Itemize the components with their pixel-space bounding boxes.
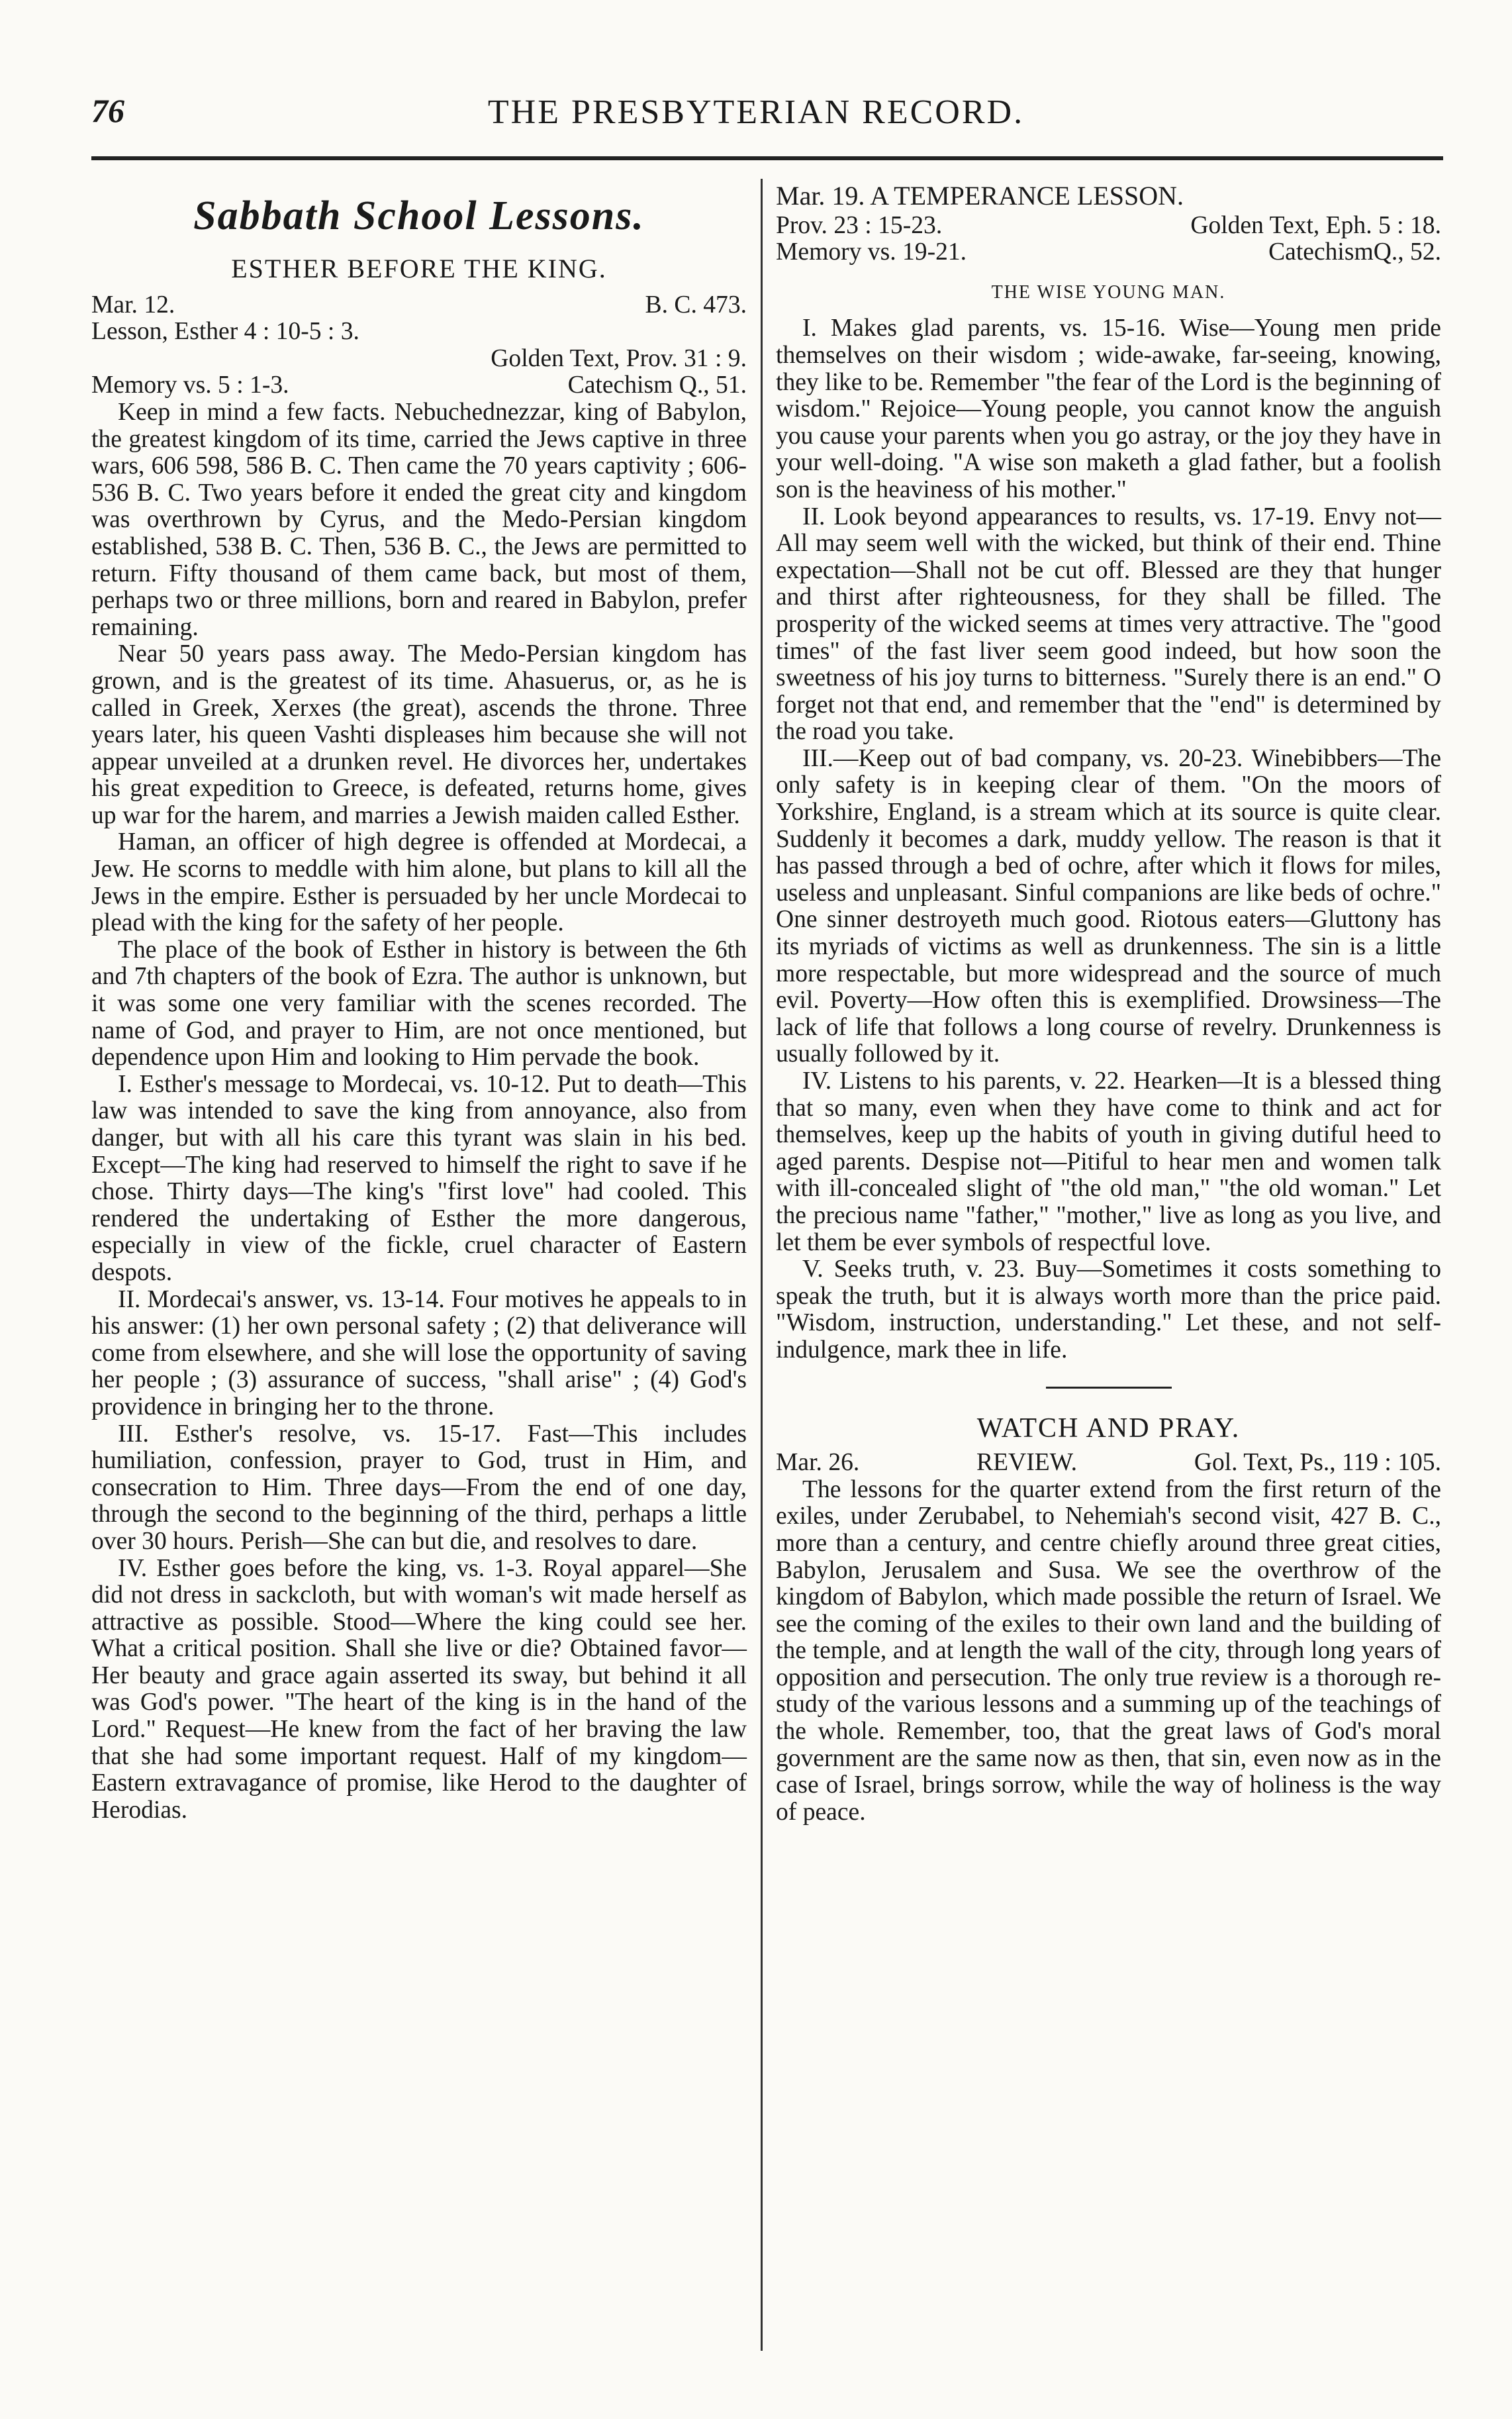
memory-verses: Memory vs. 5 : 1-3.: [91, 371, 289, 399]
golden-text: Golden Text, Prov. 31 : 9.: [491, 344, 747, 372]
paragraph: II. Mordecai's answer, vs. 13-14. Four motives he appeals to in his answer: (1) her own personal safety ; (2) that deliverance will come from elsewhere, and she will lose the opportunity of saving her people ; (3) assurance of success, "shall arise" ; (4) God's providence in bringing her to the throne.: [91, 1285, 747, 1420]
paragraph: The place of the book of Esther in history is between the 6th and 7th chapters of the book of Ezra. The author is unknown, but it was some one very familiar with the scenes recorded. The name of God, and prayer to Him, are not once mentioned, but dependence upon Him and looking to Him pervade the book.: [91, 936, 747, 1071]
paragraph: The lessons for the quarter extend from the first return of the exiles, under Zerubabel, to Nehemiah's second visit, 427 B. C., more than a century, and centre chiefly around three great cities, Babylon, Jerusalem and Susa. We see the overthrow of the kingdom of Babylon, which made possible the return of Israel. We see the coming of the exiles to their own land and the building of the temple, and at length the wall of the city, through long years of opposition and persecution. The only true review is a thorough re-study of the various lessons and a summing up of the teachings of the whole. Remember, too, that the great laws of God's moral government are the same now as then, that sin, even now as in the case of Israel, brings sorrow, while the way of holiness is the way of peace.: [776, 1475, 1441, 1826]
review-golden-text: Gol. Text, Ps., 119 : 105.: [1194, 1449, 1441, 1477]
review-date: Mar. 26.: [776, 1449, 860, 1477]
lesson-meta-row-2: [776, 239, 1441, 266]
review-title: REVIEW.: [976, 1449, 1078, 1477]
memory-verses: Memory vs. 19-21.: [776, 238, 967, 266]
section-title: WATCH AND PRAY.: [976, 1412, 1241, 1444]
lesson-meta-row-1: [91, 292, 747, 319]
paragraph: III.—Keep out of bad company, vs. 20-23. Winebibbers—The only safety is in keeping clear of them. "On the moors of Yorkshire, England, is a stream which at its source is quite clear. Suddenly it becomes a dark, muddy yellow. The reason is that it has passed through a bed of ochre, after which it flows for miles, useless and unpleasant. Sinful companions are like beds of ochre." One sinner destroyeth much good. Riotous eaters—Gluttony has its myriads of victims as well as drunkenness. The sin is a little more respectable, but more widespread and the source of much evil. Poverty—How often this is exemplified. Drowsiness—The lack of life that follows a long course of revelry. Drunkenness is usually followed by it.: [776, 744, 1441, 1068]
right-column: [776, 183, 1441, 1826]
section-heading: Sabbath School Lessons.: [193, 193, 645, 238]
running-head: THE PRESBYTERIAN RECORD.: [487, 93, 1025, 131]
lesson-title: Mar. 19. A TEMPERANCE LESSON.: [776, 181, 1184, 211]
lesson-meta-row-1: [776, 213, 1441, 240]
column-divider: [761, 179, 763, 2351]
page-number: 76: [91, 92, 124, 129]
lesson-subheading: ESTHER BEFORE THE KING.: [231, 254, 607, 283]
left-column: [91, 183, 747, 1824]
paragraph: Keep in mind a few facts. Nebuchednezzar, king of Babylon, the greatest kingdom of its time, carried the Jews captive in three wars, 606 598, 586 B. C. Then came the 70 years captivity ; 606-536 B. C. Two years before it ended the great city and kingdom was overthrown by Cyrus, and the Medo-Persian kingdom established, 538 B. C. Then, 536 B. C., the Jews are permitted to return. Fifty thousand of them came back, but most of them, perhaps two or three millions, born and reared in Babylon, prefer remaining.: [91, 398, 747, 641]
paragraph: Near 50 years pass away. The Medo-Persian kingdom has grown, and is the greatest of its time. Ahasuerus, or, as he is called in Greek, Xerxes (the great), ascends the throne. Three years later, his queen Vashti displeases him because she will not appear unveiled at a drunken revel. He divorces her, undertakes his great expedition to Greece, is defeated, returns home, gives up war for the harem, and marries a Jewish maiden called Esther.: [91, 640, 747, 829]
paragraph: I. Esther's message to Mordecai, vs. 10-12. Put to death—This law was intended to save the king from annoyance, also from danger, but with all his care this tyrant was slain in his bed. Except—The king had reserved to himself the right to save if he chose. Thirty days—The king's "first love" had cooled. This rendered the undertaking of Esther the more dangerous, especially in view of the fickle, cruel character of Eastern despots.: [91, 1070, 747, 1286]
paragraph: IV. Esther goes before the king, vs. 1-3. Royal apparel—She did not dress in sackcloth, but with woman's wit made herself as attractive as possible. Stood—Where the king could see her. What a critical position. Shall she live or die? Obtained favor—Her beauty and grace again asserted its sway, but behind it all was God's power. "The heart of the king is in the hand of the Lord." Request—He knew from the fact of her braving the law that she had some important request. Half of my kingdom—Eastern extravagance of promise, like Herod to the daughter of Herodias.: [91, 1554, 747, 1824]
lesson-date: Mar. 12.: [91, 291, 175, 319]
paragraph: V. Seeks truth, v. 23. Buy—Sometimes it costs something to speak the truth, but it is always worth more than the price paid. "Wisdom, instruction, understanding." Let these, and not self-indulgence, mark thee in life.: [776, 1256, 1441, 1363]
lesson-meta-row-2: [91, 372, 747, 399]
paragraph: I. Makes glad parents, vs. 15-16. Wise—Young men pride themselves on their wisdom ; wide-awake, far-seeing, knowing, they like to be. Remember "the fear of the Lord is the beginning of wisdom." Rejoice—Young people, you cannot know the anguish you cause your parents when you go astray, or the joy they have in your well-doing. "A wise son maketh a glad father, but a foolish son is the heaviness of his mother.": [776, 315, 1441, 503]
review-meta-row: [776, 1450, 1441, 1477]
scripture-ref: Prov. 23 : 15-23.: [776, 211, 943, 239]
golden-text: Golden Text, Eph. 5 : 18.: [1190, 211, 1441, 239]
header-rule: [91, 156, 1443, 160]
catechism: CatechismQ., 52.: [1268, 238, 1441, 266]
lesson-subtitle: THE WISE YOUNG MAN.: [991, 281, 1226, 303]
section-divider: [1046, 1387, 1172, 1389]
paragraph: Haman, an officer of high degree is offended at Mordecai, a Jew. He scorns to meddle with him alone, but plans to kill all the Jews in the empire. Esther is persuaded by her uncle Mordecai to plead with the king for the safety of her people.: [91, 828, 747, 937]
paragraph: II. Look beyond appearances to results, vs. 17-19. Envy not—All may seem well with the wicked, but think of their end. Thine expectation—Shall not be cut off. Blessed are they that hunger and thirst after righteousness, for they shall be filled. The prosperity of the wicked seems at times very attractive. The "good times" of the fast liver seem good indeed, but how soon the sweetness of his joy turns to bitterness. "Surely there is an end." O forget not that end, and remember that the "end" is determined by the road you take.: [776, 503, 1441, 746]
lesson-era: B. C. 473.: [645, 291, 747, 319]
paragraph: IV. Listens to his parents, v. 22. Hearken—It is a blessed thing that so many, even when they have come to think and act for themselves, keep up the habits of youth in giving dutiful heed to aged parents. Despise not—Pitiful to hear men and women talk with ill-concealed slight of "the old man," "the old woman." Let the precious name "father," "mother," live as long as you live, and let them be ever symbols of respectful love.: [776, 1067, 1441, 1256]
catechism: Catechism Q., 51.: [567, 371, 747, 399]
paragraph: III. Esther's resolve, vs. 15-17. Fast—This includes humiliation, confession, prayer to God, trust in Him, and consecration to Him. Three days—From the end of one day, through the second to the beginning of the third, perhaps a little over 30 hours. Perish—She can but die, and resolves to dare.: [91, 1420, 747, 1555]
lesson-ref: Lesson, Esther 4 : 10-5 : 3.: [91, 318, 359, 346]
